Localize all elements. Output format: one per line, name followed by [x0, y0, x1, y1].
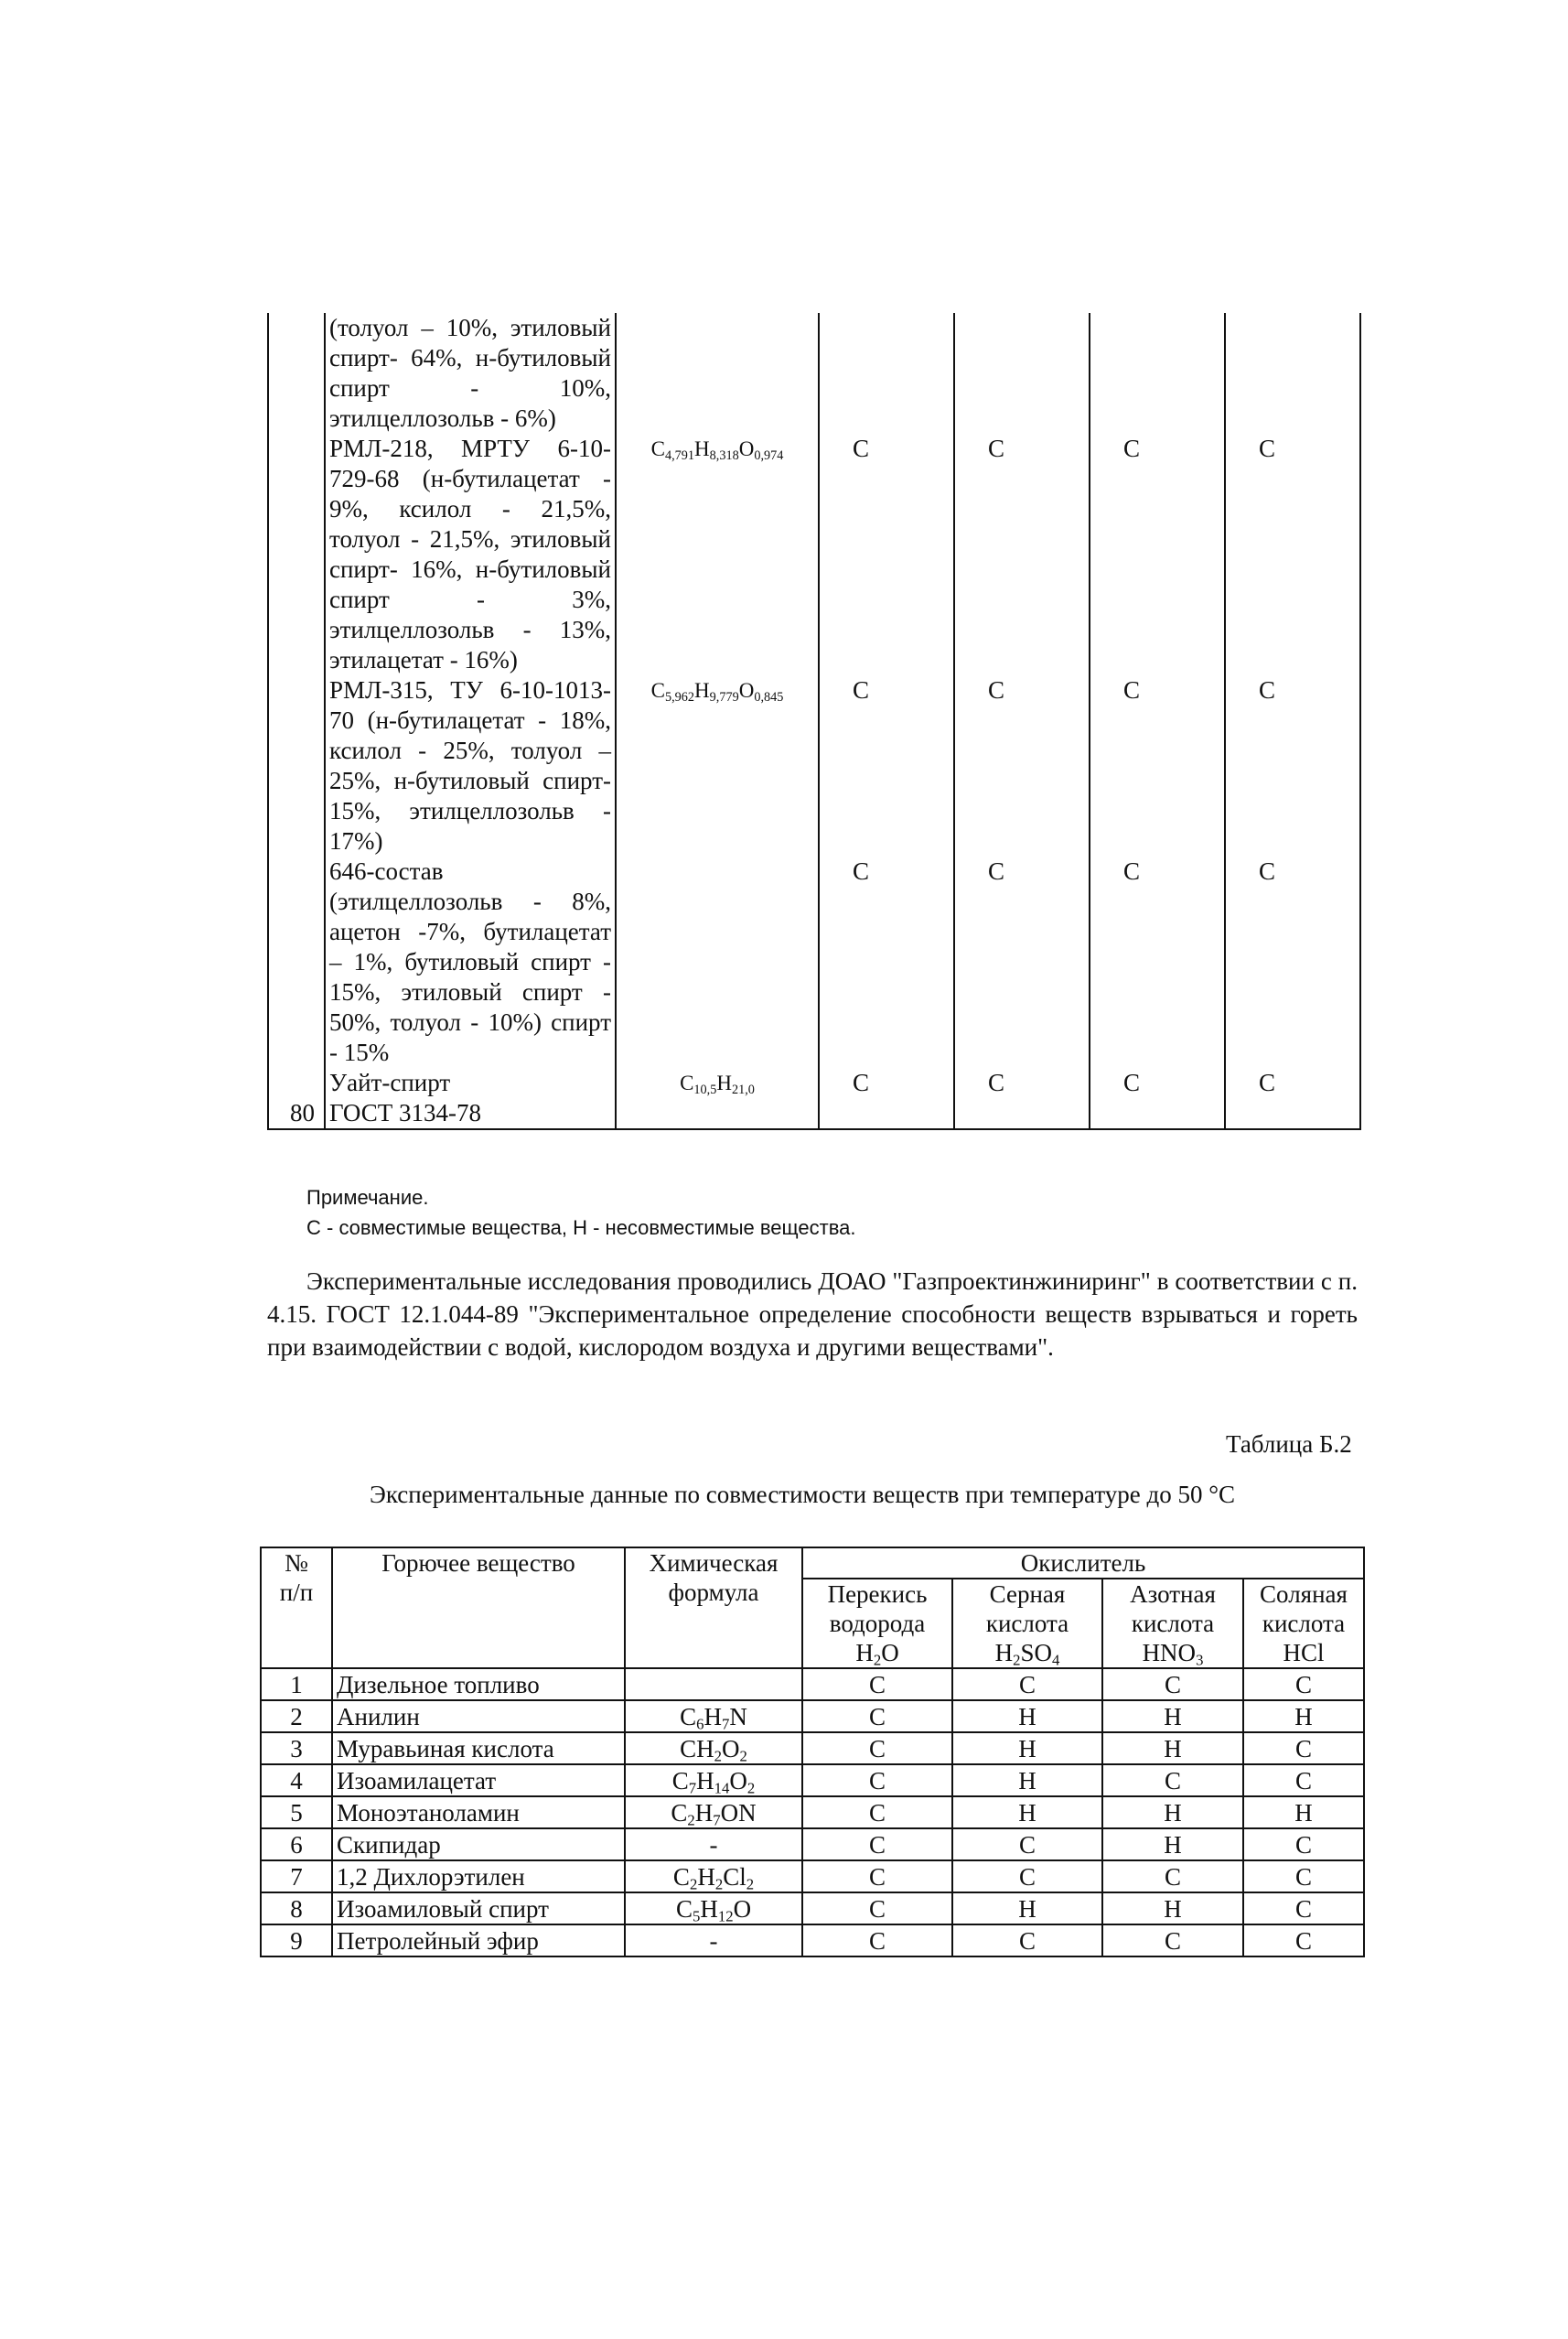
compatibility-value: С — [952, 1860, 1102, 1892]
compatibility-value: С — [802, 1732, 952, 1764]
compatibility-value: С — [1225, 675, 1360, 857]
row-number: 4 — [261, 1764, 332, 1796]
compatibility-value: С — [1243, 1764, 1364, 1796]
header-ox-sulfuric: Серная кислота $H_2SO_4$ — [952, 1579, 1102, 1668]
table-row — [261, 1796, 1364, 1828]
compatibility-value: Н — [952, 1732, 1102, 1764]
substance-name: Моноэтаноламин — [332, 1796, 625, 1828]
substance-name: Анилин — [332, 1700, 625, 1732]
compatibility-value: С — [1090, 434, 1225, 675]
compatibility-value: С — [954, 857, 1090, 1068]
chemical-formula: - — [625, 1924, 802, 1956]
table-caption: Экспериментальные данные по совместимости веществ при температуре до 50 °С — [370, 1481, 1236, 1508]
compatibility-value: Н — [1102, 1892, 1243, 1924]
substance-name: Скипидар — [332, 1828, 625, 1860]
compatibility-value: Н — [952, 1700, 1102, 1732]
compatibility-value: С — [1225, 434, 1360, 675]
compatibility-value: С — [1090, 1068, 1225, 1129]
substances-table-continued — [267, 313, 1361, 1130]
substance-name: Дизельное топливо — [332, 1668, 625, 1700]
compatibility-value: Н — [952, 1892, 1102, 1924]
compatibility-value: С — [1243, 1892, 1364, 1924]
chemical-formula: $C_{10,5}H_{21,0}$ — [616, 1068, 819, 1129]
table-row — [261, 1892, 1364, 1924]
compatibility-value: С — [1243, 1924, 1364, 1956]
chemical-formula: - — [625, 1828, 802, 1860]
chemical-formula: $C_2H_7ON$ — [625, 1796, 802, 1828]
chemical-formula — [625, 1668, 802, 1700]
compatibility-value — [954, 313, 1090, 434]
compatibility-value: С — [802, 1796, 952, 1828]
compatibility-value: С — [802, 1764, 952, 1796]
row-number: 8 — [261, 1892, 332, 1924]
header-substance: Горючее вещество — [332, 1547, 625, 1668]
substance-name: Изоамилацетат — [332, 1764, 625, 1796]
compatibility-value: Н — [952, 1796, 1102, 1828]
compatibility-value: С — [1102, 1668, 1243, 1700]
compatibility-value: С — [819, 857, 954, 1068]
compatibility-value: С — [1225, 1068, 1360, 1129]
table-note — [306, 1182, 856, 1243]
substance-name: Петролейный эфир — [332, 1924, 625, 1956]
header-num: № п/п — [261, 1547, 332, 1668]
row-number: 7 — [261, 1860, 332, 1892]
row-number — [268, 313, 325, 434]
header-ox-peroxide: Перекись водорода $H_2O$ — [802, 1579, 952, 1668]
substance-name: Уайт-спирт ГОСТ 3134-78 — [325, 1068, 616, 1129]
compatibility-value: Н — [1243, 1700, 1364, 1732]
compatibility-value: С — [954, 1068, 1090, 1129]
table-row — [268, 857, 1360, 1068]
compatibility-value: С — [954, 434, 1090, 675]
header-oxidizer: Окислитель — [802, 1547, 1364, 1579]
chemical-formula: $C_7H_{14}O_2$ — [625, 1764, 802, 1796]
compatibility-value: С — [1243, 1860, 1364, 1892]
compatibility-value: С — [802, 1668, 952, 1700]
table-row — [261, 1700, 1364, 1732]
compatibility-value: Н — [1102, 1828, 1243, 1860]
compatibility-value: С — [819, 675, 954, 857]
compatibility-value: С — [1102, 1924, 1243, 1956]
compatibility-value: С — [1102, 1860, 1243, 1892]
substance-name: 1,2 Дихлорэтилен — [332, 1860, 625, 1892]
note-title: Примечание. — [306, 1186, 429, 1209]
compatibility-value: Н — [1102, 1796, 1243, 1828]
header-ox-hydrochloric: Соляная кислота HCl — [1243, 1579, 1364, 1668]
compatibility-value: С — [802, 1924, 952, 1956]
compatibility-value: Н — [1102, 1732, 1243, 1764]
compatibility-value: С — [802, 1700, 952, 1732]
compatibility-value: С — [819, 434, 954, 675]
chemical-formula — [616, 313, 819, 434]
table-row — [261, 1860, 1364, 1892]
table-row — [268, 675, 1360, 857]
table-row — [268, 313, 1360, 434]
header-formula: Химическая формула — [625, 1547, 802, 1668]
compatibility-value: С — [952, 1924, 1102, 1956]
chemical-formula: $C_6H_7N$ — [625, 1700, 802, 1732]
table-row — [268, 1068, 1360, 1129]
compatibility-value — [1225, 313, 1360, 434]
compatibility-value: С — [1243, 1828, 1364, 1860]
row-number: 9 — [261, 1924, 332, 1956]
compatibility-value: С — [802, 1828, 952, 1860]
table-row — [261, 1732, 1364, 1764]
compatibility-value: Н — [1243, 1796, 1364, 1828]
chemical-formula: $C_2H_2Cl_2$ — [625, 1860, 802, 1892]
substance-name: РМЛ-315, ТУ 6-10-1013- 70 (н-бутилацетат - 18%, ксилол - 25%, толуол – 25%, н-бутиловый спирт- 15%, этилцеллозольв - 17%) — [325, 675, 616, 857]
compatibility-value: С — [1102, 1764, 1243, 1796]
compatibility-table — [260, 1547, 1365, 1957]
row-number: 1 — [261, 1668, 332, 1700]
table-row — [261, 1828, 1364, 1860]
chemical-formula — [616, 857, 819, 1068]
chemical-formula: $C_5H_{12}O$ — [625, 1892, 802, 1924]
row-number: 3 — [261, 1732, 332, 1764]
compatibility-value: С — [952, 1828, 1102, 1860]
row-number: 6 — [261, 1828, 332, 1860]
row-number — [268, 675, 325, 857]
chemical-formula: $C_{5,962}H_{9,779}O_{0,845}$ — [616, 675, 819, 857]
table-row — [261, 1764, 1364, 1796]
compatibility-value — [1090, 313, 1225, 434]
substance-name: РМЛ-218, МРТУ 6-10- 729-68 (н-бутилацетат - 9%, ксилол - 21,5%, толуол - 21,5%, этиловый спирт- 16%, н-бутиловый спирт - 3%, этилцеллозольв - 13%, этилацетат - 16%) — [325, 434, 616, 675]
compatibility-value: С — [802, 1860, 952, 1892]
substance-name: (толуол – 10%, этиловый спирт- 64%, н-бутиловый спирт - 10%, этилцеллозольв - 6%) — [325, 313, 616, 434]
note-text: С - совместимые вещества, Н - несовместимые вещества. — [306, 1216, 856, 1239]
paragraph-text: Экспериментальные исследования проводились ДОАО "Газпроектинжиниринг" в соответствии с п. 4.15. ГОСТ 12.1.044-89 "Экспериментальное определение способности веществ взрываться и гореть при взаимодействии с водой, кислородом воздуха и другими веществами". — [267, 1267, 1358, 1361]
compatibility-value: Н — [952, 1764, 1102, 1796]
chemical-formula: $C_{4,791}H_{8,318}O_{0,974}$ — [616, 434, 819, 675]
row-number: 2 — [261, 1700, 332, 1732]
compatibility-value: С — [802, 1892, 952, 1924]
compatibility-value: С — [954, 675, 1090, 857]
row-number — [268, 434, 325, 675]
substance-name: Изоамиловый спирт — [332, 1892, 625, 1924]
compatibility-value: С — [1090, 857, 1225, 1068]
substance-name: 646-состав (этилцеллозольв - 8%, ацетон -7%, бутилацетат – 1%, бутиловый спирт - 15%, этиловый спирт - 50%, толуол - 10%) спирт - 15% — [325, 857, 616, 1068]
table-label: Таблица Б.2 — [1226, 1430, 1352, 1458]
table-row — [261, 1668, 1364, 1700]
body-paragraph — [267, 1265, 1358, 1364]
compatibility-value — [819, 313, 954, 434]
row-number: 80 — [268, 1068, 325, 1129]
substance-name: Муравьиная кислота — [332, 1732, 625, 1764]
compatibility-value: С — [819, 1068, 954, 1129]
header-ox-nitric: Азотная кислота $HNO_3$ — [1102, 1579, 1243, 1668]
compatibility-value: С — [952, 1668, 1102, 1700]
compatibility-value: Н — [1102, 1700, 1243, 1732]
compatibility-value: С — [1225, 857, 1360, 1068]
row-number — [268, 857, 325, 1068]
row-number: 5 — [261, 1796, 332, 1828]
table-row — [268, 434, 1360, 675]
compatibility-value: С — [1090, 675, 1225, 857]
compatibility-value: С — [1243, 1668, 1364, 1700]
compatibility-value: С — [1243, 1732, 1364, 1764]
table-row — [261, 1924, 1364, 1956]
chemical-formula: $CH_2O_2$ — [625, 1732, 802, 1764]
